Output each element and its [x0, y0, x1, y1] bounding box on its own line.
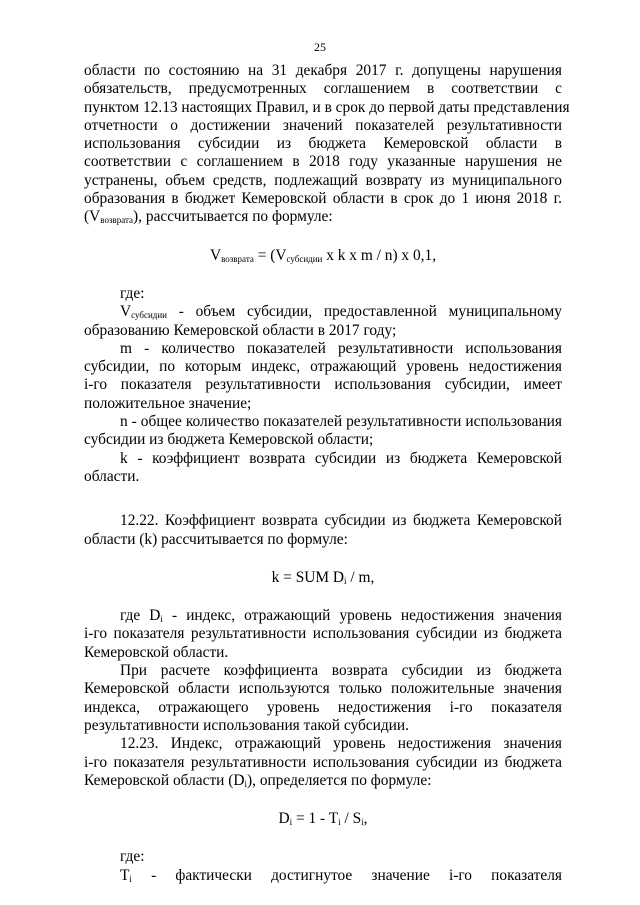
text-line — [84, 208, 562, 226]
text-line: i-го показателя результативности использования субсидии из бюджета — [84, 625, 562, 643]
text-line: положительное значение; — [84, 394, 252, 412]
text-line: образования в бюджет Кемеровской области в срок до 1 июня 2018 г. — [84, 190, 562, 208]
text-line: образованию Кемеровской области в 2017 году; — [84, 321, 397, 339]
text-line: m - количество показателей результативности использования — [120, 339, 562, 357]
text-span: - фактически достигнутое значение i-го показателя — [131, 866, 562, 884]
text-line: области по состоянию на 31 декабря 2017 г. допущены нарушения — [84, 62, 562, 79]
text-line: субсидии из бюджета Кемеровской области; — [84, 431, 374, 449]
text-line: устранены, объем средств, подлежащий возврату из муниципального — [84, 171, 562, 189]
text-span: ), определяется по формуле: — [247, 771, 432, 789]
subscript: i — [160, 614, 163, 625]
text-line: субсидии, по которым индекс, отражающий уровень недостижения — [84, 358, 562, 376]
subscript: субсидии — [131, 310, 167, 321]
text-line: k - коэффициент возврата субсидии из бюджета Кемеровской — [120, 449, 562, 467]
text-line: области (k) рассчитывается по формуле: — [84, 530, 348, 548]
text-line: i-го показателя результативности использования субсидии из бюджета — [84, 753, 562, 771]
subscript: субсидии — [286, 253, 323, 264]
text-line: n - общее количество показателей результативности использования — [120, 413, 562, 431]
text-line: При расчете коэффициента возврата субсидии из бюджета — [120, 662, 562, 680]
paragraph-violation — [84, 62, 570, 227]
text-line: Кемеровской области. — [84, 643, 229, 661]
formula-part: = 1 - T — [292, 810, 339, 828]
text-line — [84, 867, 562, 885]
text-span: - объем субсидии, предоставленной муниципальному — [166, 303, 562, 321]
var-t: T — [120, 866, 130, 884]
text-line: индекса, отражающего уровень недостижения i-го показателя — [84, 698, 562, 716]
text-line: использования субсидии из бюджета Кемеровской области в — [84, 135, 562, 153]
text-span: Кемеровской области (D — [84, 771, 245, 789]
text-line: соответствии с соглашением в 2018 году указанные нарушения не — [84, 153, 562, 171]
text-line: пунктом 12.13 настоящих Правил, и в срок до первой даты представления — [84, 98, 570, 116]
formula-part: / S — [340, 810, 362, 828]
text-line — [84, 303, 562, 321]
section-12-22: 12.22. Коэффициент возврата субсидии из бюджета Кемеровской — [120, 512, 562, 530]
formula-part: / m, — [346, 568, 375, 586]
formula-refund — [84, 247, 562, 265]
var-v: V — [120, 303, 132, 321]
page-number: 25 — [314, 40, 326, 54]
subscript: возврата — [221, 253, 254, 264]
text-span: где D — [120, 607, 161, 625]
subscript: i — [361, 817, 364, 828]
text-line: i-го показателя результативности использования субсидии, имеет — [84, 376, 562, 394]
subscript: i — [129, 873, 132, 884]
where-label: где: — [120, 848, 145, 866]
subscript: i — [344, 575, 347, 586]
text-line — [84, 772, 562, 790]
formula-index — [84, 810, 562, 828]
text-line: результативности использования такой субсидии. — [84, 716, 409, 734]
subscript: i — [244, 778, 248, 789]
text-line: области. — [84, 467, 140, 485]
text-span: ), рассчитывается по формуле: — [133, 208, 333, 226]
formula-part: k = SUM D — [271, 568, 345, 586]
subscript: i — [289, 817, 293, 828]
formula-part: = (V — [253, 246, 287, 264]
formula-part: , — [363, 810, 368, 828]
formula-part: x k x m / n) x 0,1, — [322, 246, 437, 264]
formula-coefficient — [84, 569, 562, 587]
section-12-23: 12.23. Индекс, отражающий уровень недостижения значения — [120, 735, 562, 753]
document-body — [84, 62, 570, 885]
text-line: обязательств, предусмотренных соглашением в соответствии с — [84, 80, 562, 98]
var-v: (V — [84, 208, 101, 226]
where-label: где: — [120, 284, 145, 302]
formula-part: D — [278, 810, 290, 828]
text-line: Кемеровской области используются только положительные значения — [84, 680, 562, 698]
subscript: возврата — [100, 215, 134, 226]
text-line — [84, 607, 562, 625]
text-span: - индекс, отражающий уровень недостижения значения — [162, 607, 562, 625]
formula-part: V — [209, 246, 222, 264]
text-line: отчетности о достижении значений показателей результативности — [84, 116, 562, 134]
subscript: i — [338, 817, 341, 828]
